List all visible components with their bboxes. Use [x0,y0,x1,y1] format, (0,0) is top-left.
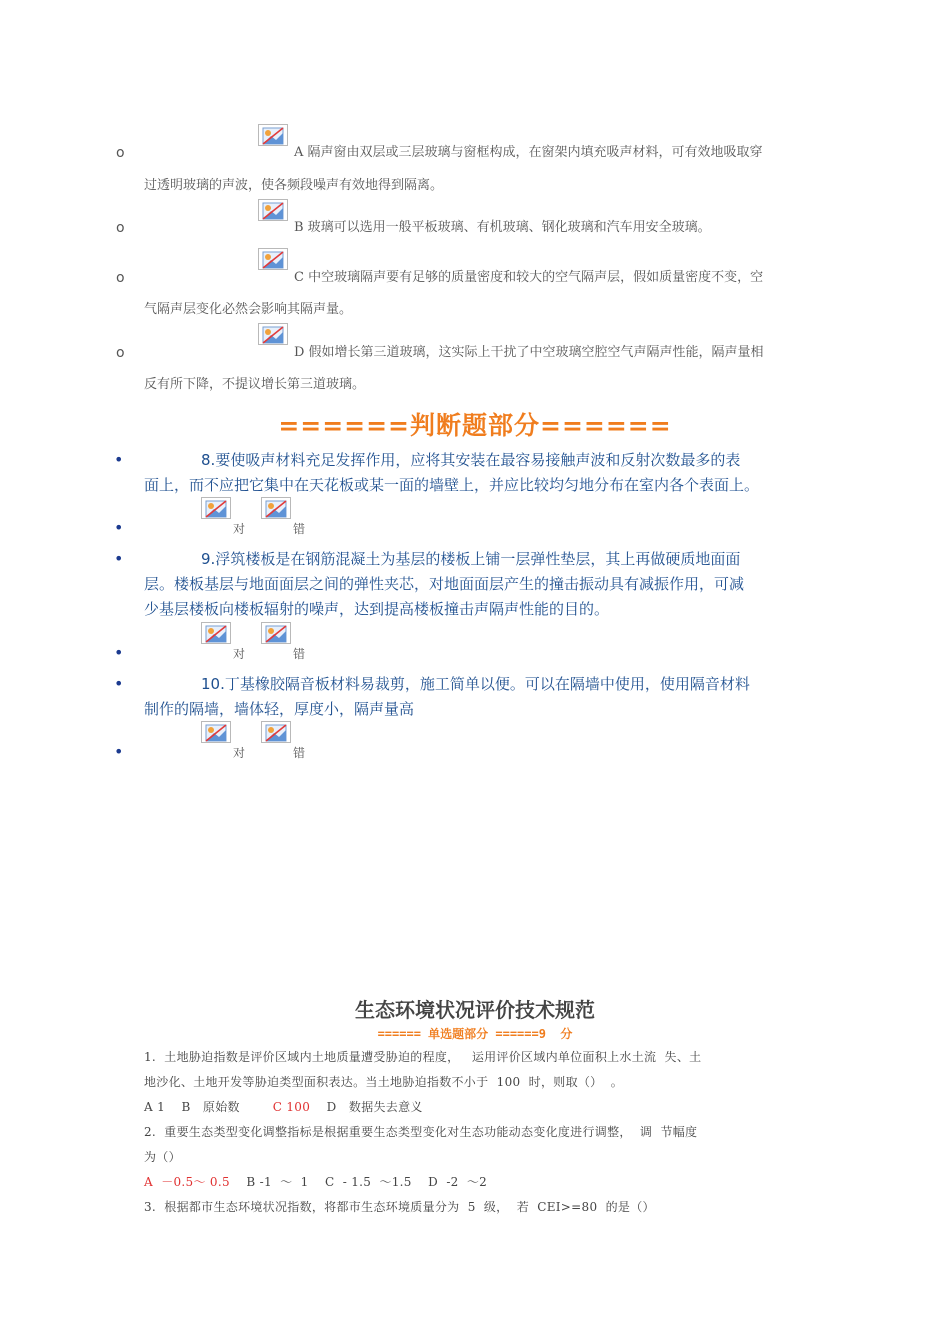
option-line: C 中空玻璃隔声要有足够的质量密度和较大的空气隔声层，假如质量密度不变，空 [294,270,764,285]
true-radio-image-icon[interactable] [201,497,231,519]
option-line: D 假如增长第三道玻璃，这实际上干扰了中空玻璃空腔空气声隔声性能，隔声量相 [294,345,764,360]
option-bullet: o [116,345,125,361]
false-radio-image-icon[interactable] [261,622,291,644]
question-line: 面上，而不应把它集中在天花板或某一面的墙壁上，并应比较均匀地分布在室内各个表面上。 [144,476,760,494]
option-bullet: o [116,145,125,161]
true-label[interactable]: 对 [233,647,246,661]
question-text: 要使吸声材料充足发挥作用，应将其安装在最容易接触声波和反射次数最多的表 [215,451,741,469]
doc-title: 生态环境状况评价技术规范 [355,998,595,1022]
false-label[interactable]: 错 [293,647,306,661]
question-number: 8. [201,451,216,469]
true-label[interactable]: 对 [233,522,246,536]
doc-subtitle: ====== 单选题部分 ======9 分 [377,1027,573,1041]
option-line: A 隔声窗由双层或三层玻璃与窗框构成，在窗架内填充吸声材料，可有效地吸取穿 [294,145,763,160]
q1-option-c-answer: C 100 [272,1100,311,1114]
answer-bullet: • [114,742,124,761]
broken-image-icon [258,323,288,345]
broken-image-icon [258,199,288,221]
question-number: 9. [201,550,216,568]
q2-line: 2. 重要生态类型变化调整指标是根据重要生态类型变化对生态功能动态变化度进行调整， 调 节幅度 [144,1125,698,1139]
answer-bullet: • [114,518,124,537]
q2-options [144,1170,487,1195]
answer-bullet: • [114,643,124,662]
question-bullet: • [114,674,124,693]
false-label[interactable]: 错 [293,746,306,760]
q1-option-d: D 数据失去意义 [326,1100,423,1114]
q1-line: 1. 土地胁迫指数是评价区域内土地质量遭受胁迫的程度， 运用评价区域内单位面积上水土流 失、土 [144,1050,702,1064]
q2-line: 为（） [144,1150,181,1164]
q1-line: 地沙化、土地开发等胁迫类型面积表达。当土地胁迫指数不小于 100 时，则取（） 。 [144,1075,623,1089]
broken-image-icon [258,248,288,270]
true-radio-image-icon[interactable] [201,622,231,644]
question-number: 10. [201,675,225,693]
option-line: B 玻璃可以选用一般平板玻璃、有机玻璃、钢化玻璃和汽车用安全玻璃。 [294,220,711,235]
false-radio-image-icon[interactable] [261,497,291,519]
option-line: 气隔声层变化必然会影响其隔声量。 [144,302,353,317]
false-radio-image-icon[interactable] [261,721,291,743]
question-text: 浮筑楼板是在钢筋混凝土为基层的楼板上铺一层弹性垫层，其上再做硬质地面面 [215,550,741,568]
option-bullet: o [116,270,125,286]
option-line: 反有所下降，不提议增长第三道玻璃。 [144,377,366,392]
question-text: 丁基橡胶隔音板材料易裁剪，施工简单以便。可以在隔墙中使用，使用隔音材料 [224,675,750,693]
q3-line: 3. 根据都市生态环境状况指数，将都市生态环境质量分为 5 级， 若 CEI>=80 的是（） [144,1200,655,1214]
question-bullet: • [114,549,124,568]
q2-option-a-answer: A －0.5～ 0.5 [144,1175,230,1189]
q2-option-rest: B -1 ～ 1 C - 1.5 ～1.5 D -2 ～2 [246,1175,488,1189]
q1-option-ab: A 1 B 原始数 [144,1100,240,1114]
option-line: 过透明玻璃的声波，使各频段噪声有效地得到隔离。 [144,178,444,193]
question-bullet: • [114,450,124,469]
broken-image-icon [258,124,288,146]
question-line: 层。楼板基层与地面面层之间的弹性夹芯，对地面面层产生的撞击振动具有减振作用，可减 [144,575,745,593]
section-title: ======判断题部分====== [278,411,672,440]
true-label[interactable]: 对 [233,746,246,760]
option-bullet: o [116,220,125,236]
question-line [201,448,740,473]
question-line [201,547,740,572]
question-line: 制作的隔墙，墙体轻，厚度小，隔声量高 [144,700,415,718]
q1-options [144,1095,423,1120]
false-label[interactable]: 错 [293,522,306,536]
question-line: 少基层楼板向楼板辐射的噪声，达到提高楼板撞击声隔声性能的目的。 [144,600,610,618]
question-line [201,672,750,697]
true-radio-image-icon[interactable] [201,721,231,743]
